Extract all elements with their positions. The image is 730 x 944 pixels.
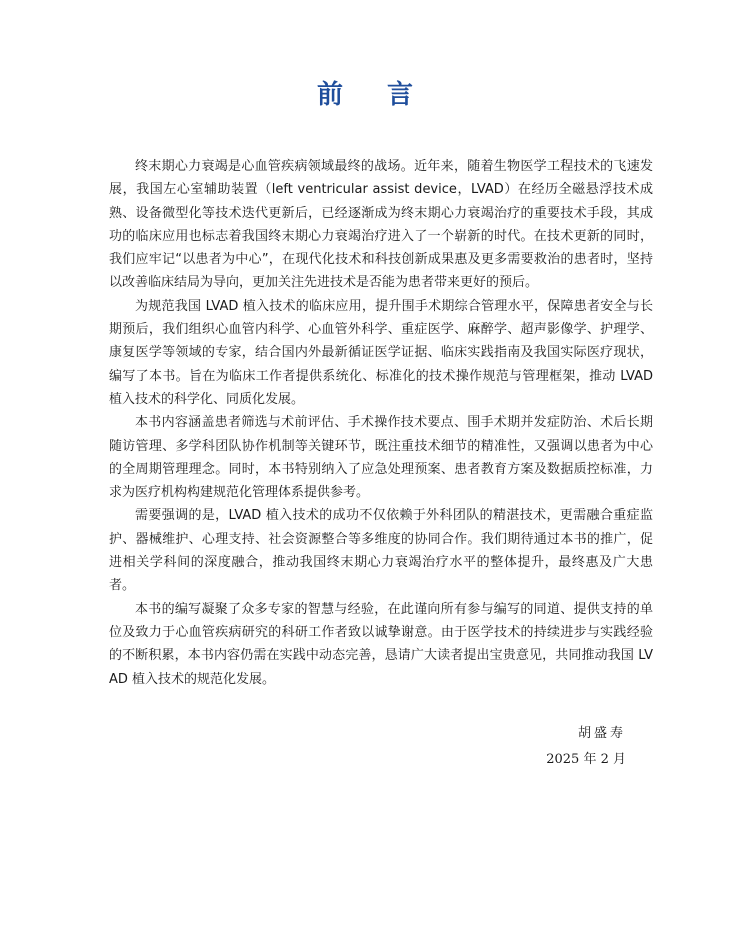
- paragraph-1: 终末期心力衰竭是心血管疾病领域最终的战场。近年来，随着生物医学工程技术的飞速发展，我国左心室辅助装置（left ventricular assist device，LVAD）在经历全磁悬浮技术成熟、设备微型化等技术迭代更新后，已经逐渐成为终末期心力衰竭治疗的重要技术手段，其成功的临床应用也标志着我国终末期心力衰竭治疗进入了一个崭新的时代。在技术更新的同时，我们应牢记“以患者为中心”，在现代化技术和科技创新成果惠及更多需要救治的患者时，坚持以改善临床结局为导向，更加关注先进技术是否能为患者带来更好的预后。: [109, 159, 653, 291]
- page-title: 前言: [316, 80, 457, 111]
- paragraph-4: 需要强调的是，LVAD 植入技术的成功不仅依赖于外科团队的精湛技术，更需融合重症监护、器械维护、心理支持、社会资源整合等多维度的协同合作。我们期待通过本书的推广，促进相关学科间的深度融合，推动我国终末期心力衰竭治疗水平的整体提升，最终惠及广大患者。: [109, 508, 653, 594]
- paragraph-2: 为规范我国 LVAD 植入技术的临床应用，提升围手术期综合管理水平，保障患者安全与长期预后，我们组织心血管内科学、心血管外科学、重症医学、麻醉学、超声影像学、护理学、康复医学等领域的专家，结合国内外最新循证医学证据、临床实践指南及我国实际医疗现状，编写了本书。旨在为临床工作者提供系统化、标准化的技术操作规范与管理框架，推动 LVAD 植入技术的科学化、同质化发展。: [109, 298, 653, 407]
- preface-body: [109, 155, 653, 691]
- author-name: 胡盛寿: [577, 726, 626, 741]
- signature-date: 2025 年 2 月: [546, 752, 626, 767]
- paragraph-5: 本书的编写凝聚了众多专家的智慧与经验，在此谨向所有参与编写的同道、提供支持的单位及致力于心血管疾病研究的科研工作者致以诚挚谢意。由于医学技术的持续进步与实践经验的不断积累，本书内容仍需在实践中动态完善，恳请广大读者提出宝贵意见，共同推动我国 LVAD 植入技术的规范化发展。: [109, 601, 653, 687]
- signature-block: [546, 721, 626, 773]
- paragraph-3: 本书内容涵盖患者筛选与术前评估、手术操作技术要点、围手术期并发症防治、术后长期随访管理、多学科团队协作机制等关键环节，既注重技术细节的精准性，又强调以患者为中心的全周期管理理念。同时，本书特别纳入了应急处理预案、患者教育方案及数据质控标准，力求为医疗机构构建规范化管理体系提供参考。: [109, 415, 653, 501]
